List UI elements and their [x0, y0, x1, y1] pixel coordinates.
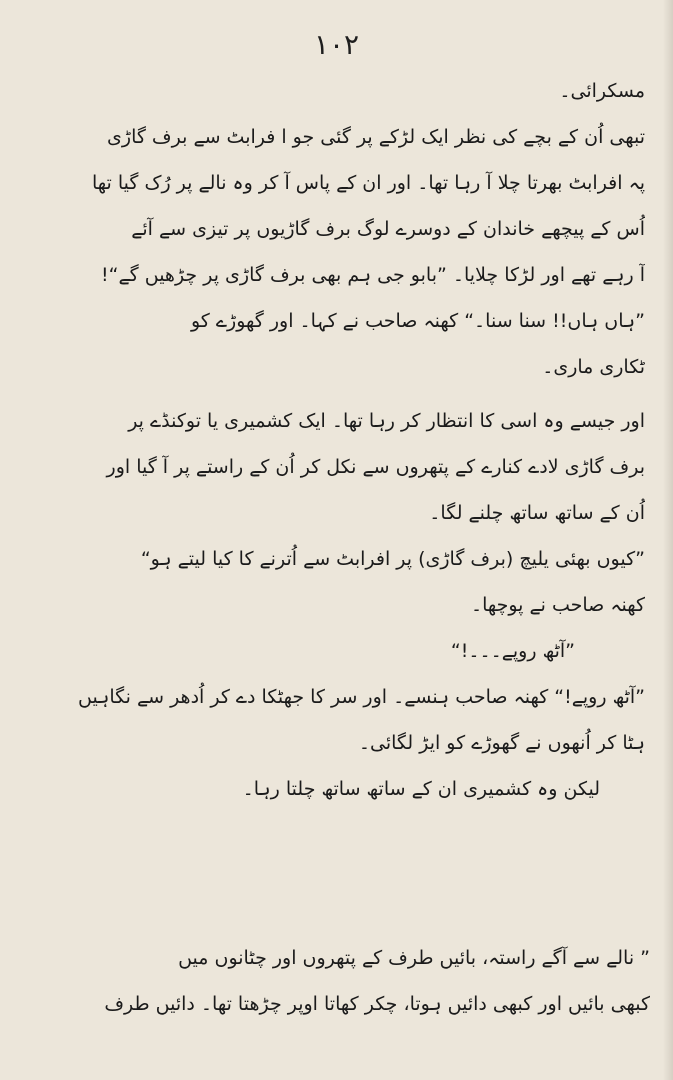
paragraph-block-3 [40, 935, 650, 1027]
text-line: ”ہاں ہاں!! سنا سنا۔“ کھنہ صاحب نے کہا۔ اور گھوڑے کو [190, 310, 645, 332]
text-line: ”کیوں بھئی یلیچ (برف گاڑی) پر افرابٹ سے اُترنے کا کیا لیتے ہو“ [140, 548, 645, 570]
text-line: کھنہ صاحب نے پوچھا۔ [470, 594, 645, 616]
text-line: آ رہے تھے اور لڑکا چلایا۔ ”بابو جی ہم بھی برف گاڑی پر چڑھیں گے“! [101, 264, 645, 286]
text-line: لیکن وہ کشمیری ان کے ساتھ ساتھ چلتا رہا۔ [242, 778, 600, 800]
page-edge-shadow [663, 0, 673, 1080]
text-line: اُن کے ساتھ ساتھ چلنے لگا۔ [429, 502, 645, 524]
text-line: ” نالے سے آگے راستہ، بائیں طرف کے پتھروں اور چٹانوں میں [178, 947, 650, 969]
page-number: ۱۰۲ [313, 28, 360, 61]
text-line: ہٹا کر اُنھوں نے گھوڑے کو ایڑ لگائی۔ [358, 732, 645, 754]
text-line: اُس کے پیچھے خاندان کے دوسرے لوگ برف گاڑیوں پر تیزی سے آئے [131, 218, 645, 240]
paragraph-block-1 [40, 68, 645, 390]
text-line: مسکرائی۔ [559, 80, 645, 102]
text-line: پہ افرابٹ بھرتا چلا آ رہا تھا۔ اور ان کے پاس آ کر وہ نالے پر رُک گیا تھا [91, 172, 645, 194]
paragraph-block-2 [40, 398, 645, 812]
text-line: کبھی بائیں اور کبھی دائیں ہوتا، چکر کھاتا اوپر چڑھتا تھا۔ دائیں طرف [104, 993, 650, 1015]
text-line: اور جیسے وہ اسی کا انتظار کر رہا تھا۔ ایک کشمیری یا توکنڈے پر [128, 410, 645, 432]
text-line: ”آٹھ روپے۔۔۔!“ [450, 640, 575, 662]
text-line: ”آٹھ روپے!“ کھنہ صاحب ہنسے۔ اور سر کا جھٹکا دے کر اُدھر سے نگاہیں [78, 686, 645, 708]
text-line: برف گاڑی لادے کنارے کے پتھروں سے نکل کر اُن کے راستے پر آ گیا اور [106, 456, 645, 478]
text-line: ٹکاری ماری۔ [542, 356, 645, 378]
text-line: تبھی اُن کے بچے کی نظر ایک لڑکے پر گئی جو ا فرابٹ سے برف گاڑی [107, 126, 645, 148]
